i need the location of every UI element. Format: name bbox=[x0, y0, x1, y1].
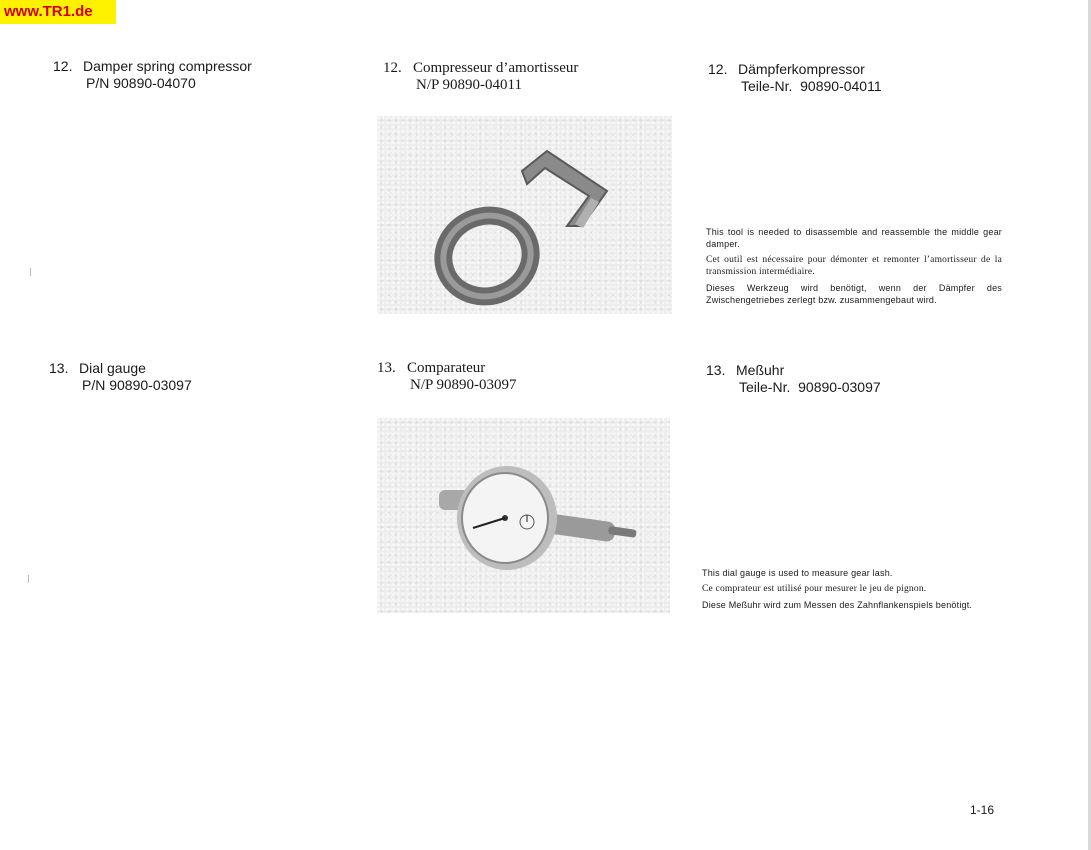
item-number: 12. bbox=[708, 61, 728, 77]
part-number: P/N 90890-03097 bbox=[82, 377, 192, 393]
item-12-french-heading bbox=[383, 60, 578, 94]
part-number-value: 90890-04011 bbox=[800, 78, 882, 94]
item-title: Compresseur d’amortisseur bbox=[413, 60, 579, 76]
dial-gauge-photo bbox=[377, 418, 670, 613]
item-12-german-heading bbox=[708, 61, 882, 95]
item-12-description bbox=[706, 226, 1002, 310]
item-title: Dial gauge bbox=[79, 360, 146, 376]
item-number: 12. bbox=[383, 60, 402, 76]
description-french: Ce comprateur est utilisé pour mesurer le jeu de pignon. bbox=[702, 584, 927, 594]
scan-mark bbox=[28, 575, 29, 583]
description-english: This dial gauge is used to measure gear lash. bbox=[702, 568, 893, 578]
item-title: Dämpferkompressor bbox=[738, 61, 865, 77]
part-number: N/P 90890-04011 bbox=[416, 77, 522, 93]
item-title: Comparateur bbox=[407, 360, 486, 376]
description-french: Cet outil est nécessaire pour démonter et remonter l’amortisseur de la transmission intermédiaire. bbox=[706, 255, 1002, 277]
scan-mark bbox=[30, 268, 31, 276]
part-number: P/N 90890-04070 bbox=[86, 75, 196, 91]
description-english: This tool is needed to disassemble and reassemble the middle gear damper. bbox=[706, 227, 1002, 249]
item-12-english-heading bbox=[53, 58, 252, 92]
item-number: 13. bbox=[706, 362, 726, 378]
item-number: 13. bbox=[377, 360, 396, 376]
item-title: Damper spring compressor bbox=[83, 58, 252, 74]
description-german: Diese Meßuhr wird zum Messen des Zahnflankenspiels benötigt. bbox=[702, 600, 973, 610]
dial-gauge-illustration bbox=[377, 418, 670, 613]
part-number bbox=[706, 379, 881, 396]
part-number-value: 90890-03097 bbox=[798, 379, 881, 395]
site-watermark: www.TR1.de bbox=[0, 0, 116, 24]
item-13-german-heading bbox=[706, 362, 881, 396]
part-number bbox=[708, 78, 882, 95]
description-german: Dieses Werkzeug wird benötigt, wenn der Dämpfer des Zwischengetriebes zerlegt bzw. zusammengebaut wird. bbox=[706, 283, 1002, 305]
item-title: Meßuhr bbox=[736, 362, 785, 378]
item-13-description bbox=[702, 567, 998, 615]
page-number: 1-16 bbox=[970, 803, 995, 817]
part-number-label: Teile-Nr. bbox=[741, 78, 793, 94]
item-number: 12. bbox=[53, 58, 73, 74]
item-13-french-heading bbox=[377, 360, 517, 394]
part-number: N/P 90890-03097 bbox=[410, 377, 517, 393]
item-number: 13. bbox=[49, 360, 69, 376]
damper-compressor-photo bbox=[377, 116, 672, 314]
part-number-label: Teile-Nr. bbox=[739, 379, 791, 395]
damper-compressor-illustration bbox=[377, 116, 672, 314]
item-13-english-heading bbox=[49, 360, 192, 394]
